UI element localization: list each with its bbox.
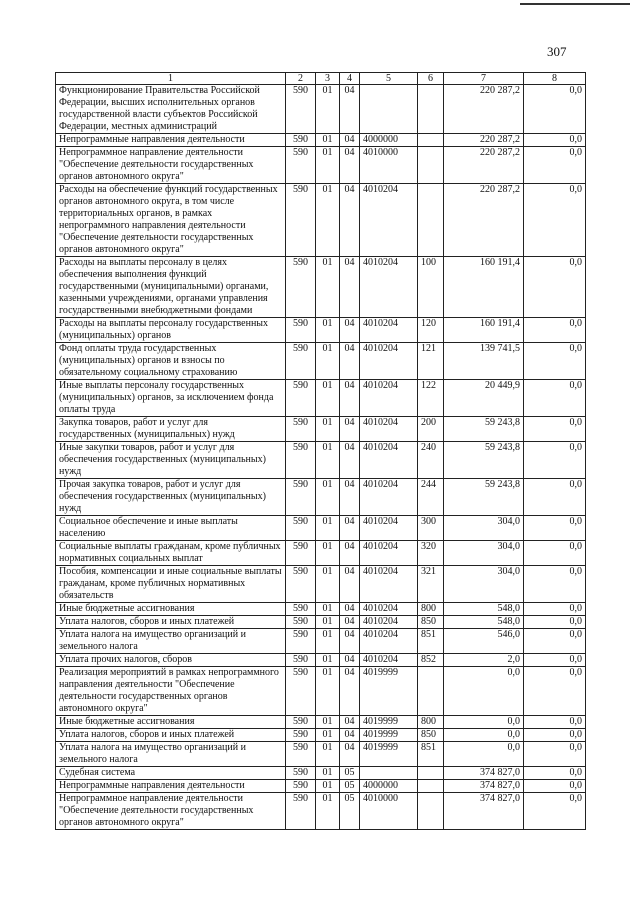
expense-type-cell: 800: [418, 716, 444, 729]
subsection-code-cell: 04: [340, 729, 360, 742]
admin-code-cell: 590: [286, 184, 316, 257]
admin-code-cell: 590: [286, 566, 316, 603]
admin-code-cell: 590: [286, 85, 316, 134]
target-code-cell: 4010204: [360, 380, 418, 417]
target-code-cell: 4010204: [360, 318, 418, 343]
item-name-cell: Функционирование Правительства Российской Федерации, высших исполнительных органов государственной власти субъектов Российской Федерации, местных администраций: [56, 85, 286, 134]
section-code-cell: 01: [316, 85, 340, 134]
admin-code-cell: 590: [286, 742, 316, 767]
admin-code-cell: 590: [286, 417, 316, 442]
table-row: [56, 147, 586, 184]
section-code-cell: 01: [316, 380, 340, 417]
expense-type-cell: [418, 184, 444, 257]
amount-2-cell: 0,0: [524, 442, 586, 479]
table-row: [56, 629, 586, 654]
section-code-cell: 01: [316, 541, 340, 566]
amount-cell: 59 243,8: [444, 479, 524, 516]
table-row: [56, 793, 586, 830]
subsection-code-cell: 04: [340, 147, 360, 184]
expense-type-cell: [418, 147, 444, 184]
section-code-cell: 01: [316, 616, 340, 629]
subsection-code-cell: 04: [340, 380, 360, 417]
amount-2-cell: 0,0: [524, 566, 586, 603]
target-code-cell: 4000000: [360, 134, 418, 147]
expense-type-cell: 852: [418, 654, 444, 667]
subsection-code-cell: 04: [340, 417, 360, 442]
amount-2-cell: 0,0: [524, 417, 586, 442]
amount-cell: 548,0: [444, 603, 524, 616]
item-name-cell: Непрограммные направления деятельности: [56, 780, 286, 793]
target-code-cell: 4010204: [360, 442, 418, 479]
admin-code-cell: 590: [286, 541, 316, 566]
table-row: [56, 716, 586, 729]
expense-type-cell: [418, 767, 444, 780]
item-name-cell: Иные закупки товаров, работ и услуг для обеспечения государственных (муниципальных) нужд: [56, 442, 286, 479]
header-cell: 4: [340, 73, 360, 85]
target-code-cell: 4010204: [360, 184, 418, 257]
subsection-code-cell: 04: [340, 343, 360, 380]
table-row: [56, 566, 586, 603]
amount-2-cell: 0,0: [524, 318, 586, 343]
table-row: [56, 616, 586, 629]
table-row: [56, 318, 586, 343]
table-row: [56, 667, 586, 716]
page-number: 307: [547, 44, 567, 59]
item-name-cell: Закупка товаров, работ и услуг для государственных (муниципальных) нужд: [56, 417, 286, 442]
amount-2-cell: 0,0: [524, 603, 586, 616]
admin-code-cell: 590: [286, 667, 316, 716]
section-code-cell: 01: [316, 442, 340, 479]
item-name-cell: Уплата налогов, сборов и иных платежей: [56, 616, 286, 629]
section-code-cell: 01: [316, 417, 340, 442]
header-cell: 6: [418, 73, 444, 85]
header-cell: 8: [524, 73, 586, 85]
admin-code-cell: 590: [286, 343, 316, 380]
target-code-cell: 4010000: [360, 793, 418, 830]
expense-type-cell: 851: [418, 742, 444, 767]
amount-cell: 220 287,2: [444, 147, 524, 184]
amount-cell: 548,0: [444, 616, 524, 629]
section-code-cell: 01: [316, 667, 340, 716]
amount-cell: 59 243,8: [444, 442, 524, 479]
subsection-code-cell: 04: [340, 541, 360, 566]
item-name-cell: Расходы на выплаты персоналу в целях обеспечения выполнения функций государственными (муниципальными) органами, казенными учреждениями, органами управления государственными внебюджетными фондами: [56, 257, 286, 318]
item-name-cell: Уплата налогов, сборов и иных платежей: [56, 729, 286, 742]
expense-type-cell: 100: [418, 257, 444, 318]
section-code-cell: 01: [316, 257, 340, 318]
subsection-code-cell: 05: [340, 793, 360, 830]
table-row: [56, 184, 586, 257]
subsection-code-cell: 04: [340, 85, 360, 134]
expense-type-cell: [418, 667, 444, 716]
header-cell: 2: [286, 73, 316, 85]
target-code-cell: 4019999: [360, 716, 418, 729]
target-code-cell: 4010204: [360, 257, 418, 318]
item-name-cell: Непрограммное направление деятельности "Обеспечение деятельности государственных органов автономного округа": [56, 793, 286, 830]
amount-2-cell: 0,0: [524, 654, 586, 667]
admin-code-cell: 590: [286, 147, 316, 184]
target-code-cell: 4010204: [360, 566, 418, 603]
subsection-code-cell: 04: [340, 566, 360, 603]
expense-type-cell: 320: [418, 541, 444, 566]
subsection-code-cell: 04: [340, 742, 360, 767]
table-row: [56, 780, 586, 793]
expense-type-cell: 122: [418, 380, 444, 417]
section-code-cell: 01: [316, 654, 340, 667]
subsection-code-cell: 04: [340, 516, 360, 541]
subsection-code-cell: 04: [340, 318, 360, 343]
table-row: [56, 654, 586, 667]
subsection-code-cell: 04: [340, 716, 360, 729]
header-cell: 3: [316, 73, 340, 85]
table-row: [56, 729, 586, 742]
admin-code-cell: 590: [286, 134, 316, 147]
expense-type-cell: [418, 780, 444, 793]
section-code-cell: 01: [316, 184, 340, 257]
item-name-cell: Реализация мероприятий в рамках непрограммного направления деятельности "Обеспечение деятельности государственных органов автономного округа": [56, 667, 286, 716]
amount-2-cell: 0,0: [524, 134, 586, 147]
section-code-cell: 01: [316, 767, 340, 780]
expense-type-cell: 240: [418, 442, 444, 479]
expense-type-cell: 121: [418, 343, 444, 380]
item-name-cell: Пособия, компенсации и иные социальные выплаты гражданам, кроме публичных нормативных обязательств: [56, 566, 286, 603]
amount-2-cell: 0,0: [524, 793, 586, 830]
section-code-cell: 01: [316, 742, 340, 767]
admin-code-cell: 590: [286, 257, 316, 318]
target-code-cell: 4010204: [360, 654, 418, 667]
item-name-cell: Социальное обеспечение и иные выплаты населению: [56, 516, 286, 541]
amount-cell: 0,0: [444, 667, 524, 716]
amount-2-cell: 0,0: [524, 616, 586, 629]
admin-code-cell: 590: [286, 318, 316, 343]
amount-cell: 304,0: [444, 541, 524, 566]
admin-code-cell: 590: [286, 380, 316, 417]
target-code-cell: 4010000: [360, 147, 418, 184]
expense-type-cell: 851: [418, 629, 444, 654]
amount-2-cell: 0,0: [524, 541, 586, 566]
target-code-cell: 4010204: [360, 603, 418, 616]
target-code-cell: 4010204: [360, 516, 418, 541]
section-code-cell: 01: [316, 479, 340, 516]
amount-2-cell: 0,0: [524, 479, 586, 516]
expense-type-cell: 850: [418, 729, 444, 742]
header-cell: 7: [444, 73, 524, 85]
amount-cell: 220 287,2: [444, 134, 524, 147]
subsection-code-cell: 05: [340, 767, 360, 780]
item-name-cell: Непрограммные направления деятельности: [56, 134, 286, 147]
table-row: [56, 417, 586, 442]
amount-cell: 0,0: [444, 716, 524, 729]
amount-cell: 220 287,2: [444, 85, 524, 134]
expense-type-cell: [418, 793, 444, 830]
table-row: [56, 442, 586, 479]
amount-2-cell: 0,0: [524, 780, 586, 793]
amount-2-cell: 0,0: [524, 729, 586, 742]
amount-2-cell: 0,0: [524, 147, 586, 184]
item-name-cell: Судебная система: [56, 767, 286, 780]
amount-cell: 160 191,4: [444, 257, 524, 318]
subsection-code-cell: 04: [340, 184, 360, 257]
amount-cell: 374 827,0: [444, 780, 524, 793]
target-code-cell: 4010204: [360, 417, 418, 442]
scan-edge-mark: [520, 3, 630, 5]
amount-cell: 546,0: [444, 629, 524, 654]
amount-cell: 20 449,9: [444, 380, 524, 417]
item-name-cell: Расходы на выплаты персоналу государственных (муниципальных) органов: [56, 318, 286, 343]
table-row: [56, 380, 586, 417]
item-name-cell: Иные бюджетные ассигнования: [56, 603, 286, 616]
item-name-cell: Уплата налога на имущество организаций и земельного налога: [56, 742, 286, 767]
subsection-code-cell: 04: [340, 442, 360, 479]
amount-2-cell: 0,0: [524, 257, 586, 318]
target-code-cell: 4019999: [360, 667, 418, 716]
section-code-cell: 01: [316, 729, 340, 742]
admin-code-cell: 590: [286, 654, 316, 667]
expense-type-cell: 120: [418, 318, 444, 343]
admin-code-cell: 590: [286, 479, 316, 516]
table-row: [56, 134, 586, 147]
admin-code-cell: 590: [286, 629, 316, 654]
expense-type-cell: [418, 85, 444, 134]
amount-cell: 0,0: [444, 729, 524, 742]
amount-2-cell: 0,0: [524, 85, 586, 134]
target-code-cell: 4010204: [360, 616, 418, 629]
expense-type-cell: 850: [418, 616, 444, 629]
admin-code-cell: 590: [286, 616, 316, 629]
table-row: [56, 479, 586, 516]
admin-code-cell: 590: [286, 442, 316, 479]
item-name-cell: Непрограммное направление деятельности "Обеспечение деятельности государственных органов автономного округа": [56, 147, 286, 184]
target-code-cell: 4010204: [360, 541, 418, 566]
amount-cell: 59 243,8: [444, 417, 524, 442]
expense-type-cell: 300: [418, 516, 444, 541]
target-code-cell: 4010204: [360, 629, 418, 654]
admin-code-cell: 590: [286, 516, 316, 541]
item-name-cell: Расходы на обеспечение функций государственных органов автономного округа, в том числе территориальных органов, в рамках непрограммного направления деятельности "Обеспечение деятельности государственных органов автономного округа": [56, 184, 286, 257]
amount-cell: 374 827,0: [444, 767, 524, 780]
section-code-cell: 01: [316, 516, 340, 541]
section-code-cell: 01: [316, 566, 340, 603]
amount-2-cell: 0,0: [524, 667, 586, 716]
subsection-code-cell: 04: [340, 616, 360, 629]
table-row: [56, 516, 586, 541]
subsection-code-cell: 04: [340, 654, 360, 667]
table-header-row: [56, 73, 586, 85]
amount-cell: 304,0: [444, 516, 524, 541]
section-code-cell: 01: [316, 793, 340, 830]
expense-type-cell: [418, 134, 444, 147]
admin-code-cell: 590: [286, 603, 316, 616]
subsection-code-cell: 04: [340, 667, 360, 716]
section-code-cell: 01: [316, 134, 340, 147]
item-name-cell: Уплата налога на имущество организаций и земельного налога: [56, 629, 286, 654]
amount-2-cell: 0,0: [524, 629, 586, 654]
admin-code-cell: 590: [286, 780, 316, 793]
header-cell: 1: [56, 73, 286, 85]
item-name-cell: Уплата прочих налогов, сборов: [56, 654, 286, 667]
target-code-cell: 4010204: [360, 479, 418, 516]
table-row: [56, 541, 586, 566]
table-row: [56, 343, 586, 380]
amount-2-cell: 0,0: [524, 716, 586, 729]
subsection-code-cell: 04: [340, 603, 360, 616]
amount-2-cell: 0,0: [524, 343, 586, 380]
amount-cell: 139 741,5: [444, 343, 524, 380]
section-code-cell: 01: [316, 603, 340, 616]
target-code-cell: 4019999: [360, 742, 418, 767]
section-code-cell: 01: [316, 343, 340, 380]
amount-2-cell: 0,0: [524, 516, 586, 541]
table-row: [56, 742, 586, 767]
item-name-cell: Социальные выплаты гражданам, кроме публичных нормативных социальных выплат: [56, 541, 286, 566]
amount-cell: 2,0: [444, 654, 524, 667]
target-code-cell: 4010204: [360, 343, 418, 380]
table-row: [56, 85, 586, 134]
section-code-cell: 01: [316, 629, 340, 654]
amount-2-cell: 0,0: [524, 767, 586, 780]
expense-type-cell: 321: [418, 566, 444, 603]
expense-type-cell: 800: [418, 603, 444, 616]
expense-type-cell: 244: [418, 479, 444, 516]
amount-cell: 220 287,2: [444, 184, 524, 257]
amount-cell: 374 827,0: [444, 793, 524, 830]
subsection-code-cell: 04: [340, 134, 360, 147]
target-code-cell: 4000000: [360, 780, 418, 793]
table-row: [56, 767, 586, 780]
admin-code-cell: 590: [286, 793, 316, 830]
item-name-cell: Иные выплаты персоналу государственных (муниципальных) органов, за исключением фонда оплаты труда: [56, 380, 286, 417]
admin-code-cell: 590: [286, 729, 316, 742]
table-row: [56, 257, 586, 318]
target-code-cell: [360, 85, 418, 134]
target-code-cell: [360, 767, 418, 780]
amount-cell: 160 191,4: [444, 318, 524, 343]
admin-code-cell: 590: [286, 767, 316, 780]
table-row: [56, 603, 586, 616]
budget-table: [55, 72, 586, 830]
amount-cell: 304,0: [444, 566, 524, 603]
header-cell: 5: [360, 73, 418, 85]
amount-2-cell: 0,0: [524, 742, 586, 767]
subsection-code-cell: 04: [340, 629, 360, 654]
amount-2-cell: 0,0: [524, 184, 586, 257]
subsection-code-cell: 04: [340, 257, 360, 318]
subsection-code-cell: 04: [340, 479, 360, 516]
item-name-cell: Фонд оплаты труда государственных (муниципальных) органов и взносы по обязательному социальному страхованию: [56, 343, 286, 380]
item-name-cell: Прочая закупка товаров, работ и услуг для обеспечения государственных (муниципальных) нужд: [56, 479, 286, 516]
item-name-cell: Иные бюджетные ассигнования: [56, 716, 286, 729]
subsection-code-cell: 05: [340, 780, 360, 793]
expense-type-cell: 200: [418, 417, 444, 442]
section-code-cell: 01: [316, 318, 340, 343]
section-code-cell: 01: [316, 780, 340, 793]
amount-2-cell: 0,0: [524, 380, 586, 417]
amount-cell: 0,0: [444, 742, 524, 767]
target-code-cell: 4019999: [360, 729, 418, 742]
section-code-cell: 01: [316, 716, 340, 729]
admin-code-cell: 590: [286, 716, 316, 729]
section-code-cell: 01: [316, 147, 340, 184]
